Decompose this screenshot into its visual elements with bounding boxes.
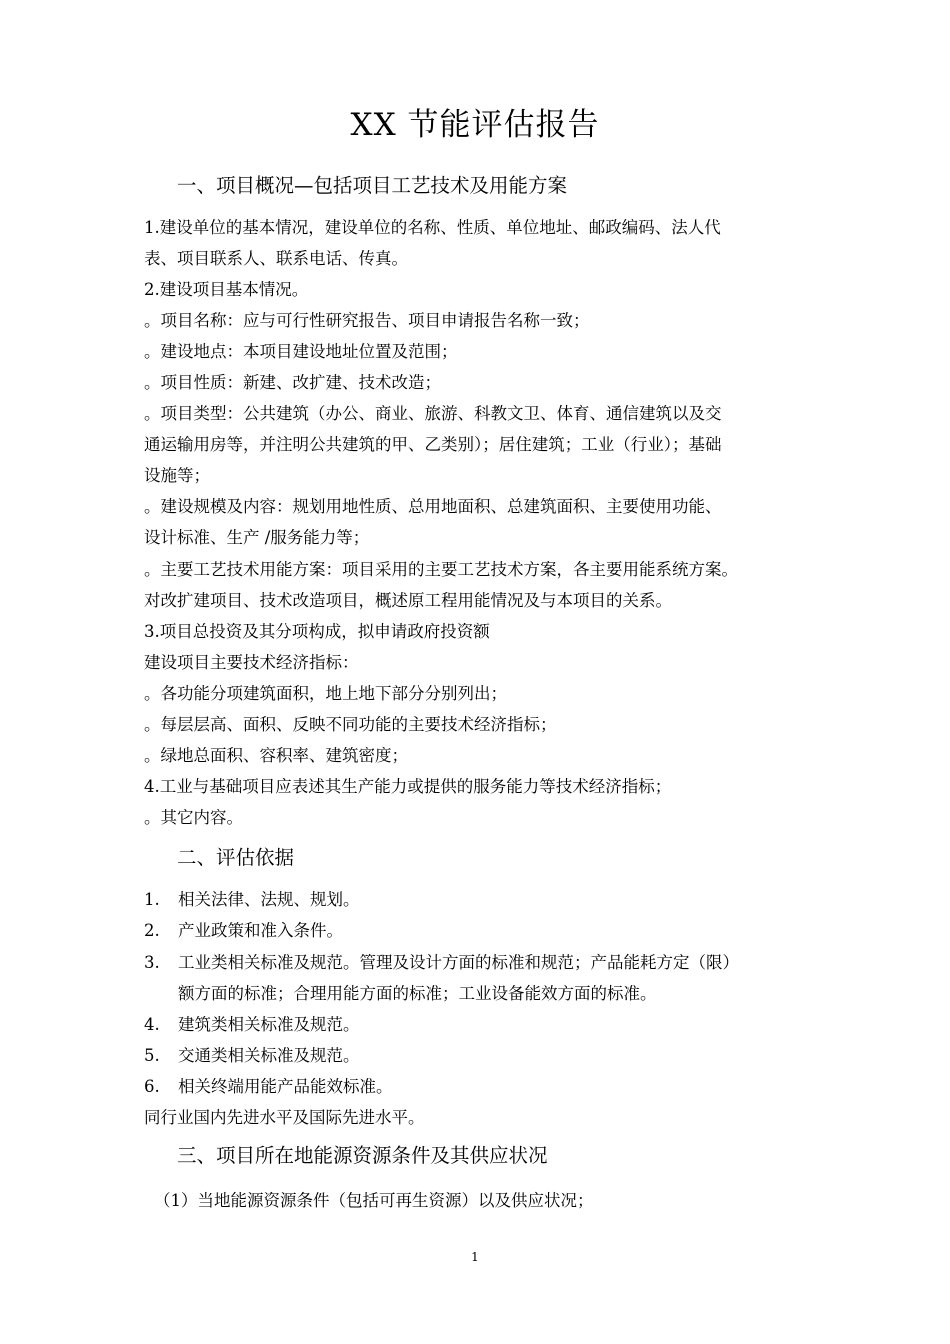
section-3-line: （1）当地能源资源条件（包括可再生资源）以及供应状况； <box>154 1191 594 1210</box>
section-1-line: 。每层层高、面积、反映不同功能的主要技术经济指标； <box>144 715 557 734</box>
section-2-item <box>144 916 824 946</box>
section-1-line: 。项目类型：公共建筑（办公、商业、旅游、科教文卫、体育、通信建筑以及交 <box>144 404 722 423</box>
section-1-line: 。建设规模及内容：规划用地性质、总用地面积、总建筑面积、主要使用功能、 <box>144 497 722 516</box>
section-1-line: 。主要工艺技术用能方案：项目采用的主要工艺技术方案，各主要用能系统方案。 <box>144 560 738 579</box>
item-number: 3. <box>144 953 160 972</box>
item-number: 5. <box>144 1046 160 1065</box>
section-2-heading: 二、评估依据 <box>177 846 295 869</box>
section-2-item <box>144 885 824 915</box>
item-number: 1. <box>144 890 160 909</box>
section-2-item <box>144 1041 824 1071</box>
section-1-line: 通运输用房等，并注明公共建筑的甲、乙类别）；居住建筑；工业（行业）；基础 <box>144 435 722 454</box>
item-number: 6. <box>144 1077 160 1096</box>
section-1-line: 4.工业与基础项目应表述其生产能力或提供的服务能力等技术经济指标； <box>144 777 672 796</box>
item-number: 4. <box>144 1015 160 1034</box>
section-1-line: 。各功能分项建筑面积，地上地下部分分别列出； <box>144 684 507 703</box>
page-number: 1 <box>471 1250 479 1264</box>
document-title: XX 节能评估报告 <box>350 107 600 143</box>
section-2-item <box>144 948 824 978</box>
item-text: 交通类相关标准及规范。 <box>178 1046 360 1065</box>
section-1-line: 3.项目总投资及其分项构成，拟申请政府投资额 <box>144 622 490 641</box>
section-1-line: 。其它内容。 <box>144 808 243 827</box>
section-1-line: 。项目名称：应与可行性研究报告、项目申请报告名称一致； <box>144 311 590 330</box>
section-1-line: 。项目性质：新建、改扩建、技术改造； <box>144 373 441 392</box>
section-2-item <box>144 1010 824 1040</box>
section-1-heading: 一、项目概况—包括项目工艺技术及用能方案 <box>177 174 568 197</box>
section-1-line: 对改扩建项目、技术改造项目，概述原工程用能情况及与本项目的关系。 <box>144 591 672 610</box>
item-text: 建筑类相关标准及规范。 <box>178 1015 360 1034</box>
section-2-tail: 同行业国内先进水平及国际先进水平。 <box>144 1108 425 1127</box>
item-text: 工业类相关标准及规范。管理及设计方面的标准和规范；产品能耗方定（限） <box>178 953 739 972</box>
section-1-line: 表、项目联系人、联系电话、传真。 <box>144 249 408 268</box>
item-number: 2. <box>144 921 160 940</box>
section-1-line: 设施等； <box>144 466 210 485</box>
item-text: 产业政策和准入条件。 <box>178 921 343 940</box>
section-1-line: 1.建设单位的基本情况，建设单位的名称、性质、单位地址、邮政编码、法人代 <box>144 218 721 237</box>
section-1-line: 。建设地点：本项目建设地址位置及范围； <box>144 342 458 361</box>
section-1-line: 设计标准、生产 /服务能力等； <box>144 528 370 547</box>
section-3-heading: 三、项目所在地能源资源条件及其供应状况 <box>177 1144 548 1167</box>
section-2-item <box>144 1072 824 1102</box>
item-text: 相关终端用能产品能效标准。 <box>178 1077 393 1096</box>
section-2-item <box>144 979 824 1009</box>
item-text: 相关法律、法规、规划。 <box>178 890 360 909</box>
section-1-line: 2.建设项目基本情况。 <box>144 280 309 299</box>
section-1-line: 建设项目主要技术经济指标： <box>144 653 359 672</box>
section-1-line: 。绿地总面积、容积率、建筑密度； <box>144 746 408 765</box>
item-text: 额方面的标准；合理用能方面的标准；工业设备能效方面的标准。 <box>178 984 657 1003</box>
